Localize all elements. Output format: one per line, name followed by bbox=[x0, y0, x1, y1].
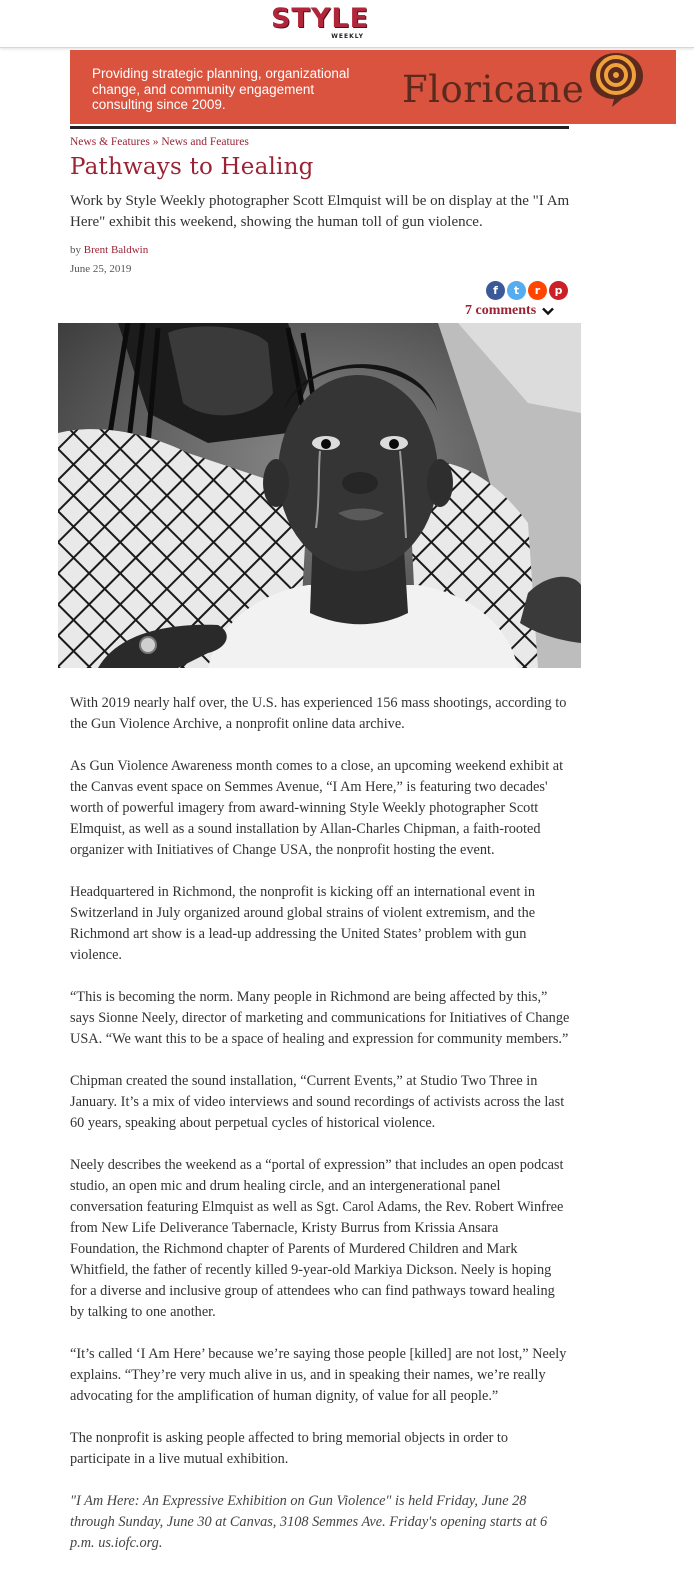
comments-toggle[interactable] bbox=[465, 303, 554, 319]
ad-tagline: Providing strategic planning, organizational change, and community engagement consulting since 2009. bbox=[92, 66, 350, 112]
byline-prefix: by bbox=[70, 244, 81, 256]
twitter-icon[interactable]: t bbox=[507, 281, 526, 300]
logo-wordmark: STYLE bbox=[270, 3, 370, 34]
article-title: Pathways to Healing bbox=[70, 154, 314, 180]
chevron-down-icon bbox=[542, 307, 554, 316]
article-paragraph: As Gun Violence Awareness month comes to a close, an upcoming weekend exhibit at the Canvas event space on Semmes Avenue, “I Am Here,” is featuring two decades' worth of powerful imagery from award-winning Style Weekly photographer Scott Elmquist, as well as a sound installation by Allan-Charles Chipman, a faith-rooted organizer with Initiatives of Change USA, the nonprofit hosting the event. bbox=[70, 758, 564, 858]
breadcrumb-separator: » bbox=[152, 136, 159, 148]
reddit-icon[interactable]: r bbox=[528, 281, 547, 300]
article-dek: Work by Style Weekly photographer Scott Elmquist will be on display at the "I Am Here" exhibit this weekend, showing the human toll of gun violence. bbox=[70, 193, 570, 230]
share-buttons bbox=[486, 281, 568, 300]
author-link[interactable]: Brent Baldwin bbox=[83, 244, 149, 256]
breadcrumb-link-news-and-features[interactable]: News and Features bbox=[161, 136, 249, 148]
floricane-logo-icon bbox=[585, 50, 647, 108]
breadcrumb bbox=[70, 136, 249, 148]
article-photo bbox=[58, 323, 581, 668]
article-paragraph: Neely describes the weekend as a “portal of expression” that includes an open podcast studio, an open mic and drum healing circle, and an intergenerational panel conversation featuring Elmquist as well as Sgt. Carol Adams, the Rev. Robert Winfree from New Life Deliverance Tabernacle, Kristy Burrus from Krissia Ansara Foundation, the Richmond chapter of Parents of Murdered Children and Mark Whitfield, the father of recently killed 9-year-old Markiya Dickson. Neely is hoping for a diverse and inclusive group of attendees who can find pathways toward healing by talking to one another. bbox=[70, 1157, 564, 1320]
comments-count: 7 comments bbox=[465, 303, 537, 318]
article-paragraph: With 2019 nearly half over, the U.S. has experienced 156 mass shootings, according to the Gun Violence Archive, a nonprofit online data archive. bbox=[70, 695, 567, 732]
article-paragraph: Chipman created the sound installation, “Current Events,” at Studio Two Three in January. It’s a mix of video interviews and sound recordings of activists across the last 60 years, speaking about perpetual cycles of historical violence. bbox=[70, 1073, 565, 1131]
site-header bbox=[0, 0, 694, 48]
ad-brand-name: Floricane bbox=[402, 68, 585, 111]
article-paragraph: Headquartered in Richmond, the nonprofit is kicking off an international event in Switzerland in July organized around global strains of violent extremism, and the Richmond art show is a lead-up addressing the United States’ problem with gun violence. bbox=[70, 884, 536, 963]
publish-date: June 25, 2019 bbox=[70, 263, 132, 275]
byline bbox=[70, 244, 148, 256]
article-paragraph: The nonprofit is asking people affected to bring memorial objects in order to participate in a live mutual exhibition. bbox=[70, 1430, 509, 1467]
breadcrumb-link-news-features[interactable]: News & Features bbox=[70, 136, 150, 148]
pinterest-icon[interactable]: p bbox=[549, 281, 568, 300]
facebook-icon[interactable]: f bbox=[486, 281, 505, 300]
article-body bbox=[70, 693, 570, 1575]
article-paragraph: “It’s called ‘I Am Here’ because we’re saying those people [killed] are not lost,” Neely explains. “They’re very much alive in us, and in speaking their names, we’re really advocating for the amplification of human dignity, of value for all people.” bbox=[70, 1346, 567, 1404]
logo-subtitle: WEEKLY bbox=[331, 33, 364, 40]
header-divider bbox=[70, 126, 569, 129]
article-paragraph: “This is becoming the norm. Many people in Richmond are being affected by this,” says Sionne Neely, director of marketing and communications for Initiatives of Change USA. “We want this to be a space of healing and expression for community members.” bbox=[70, 989, 570, 1047]
event-info-note: "I Am Here: An Expressive Exhibition on Gun Violence" is held Friday, June 28 through Sunday, June 30 at Canvas, 3108 Semmes Ave. Friday's opening starts at 6 p.m. us.iofc.org. bbox=[70, 1493, 548, 1551]
ad-banner[interactable] bbox=[70, 50, 676, 124]
site-logo[interactable] bbox=[270, 4, 370, 44]
